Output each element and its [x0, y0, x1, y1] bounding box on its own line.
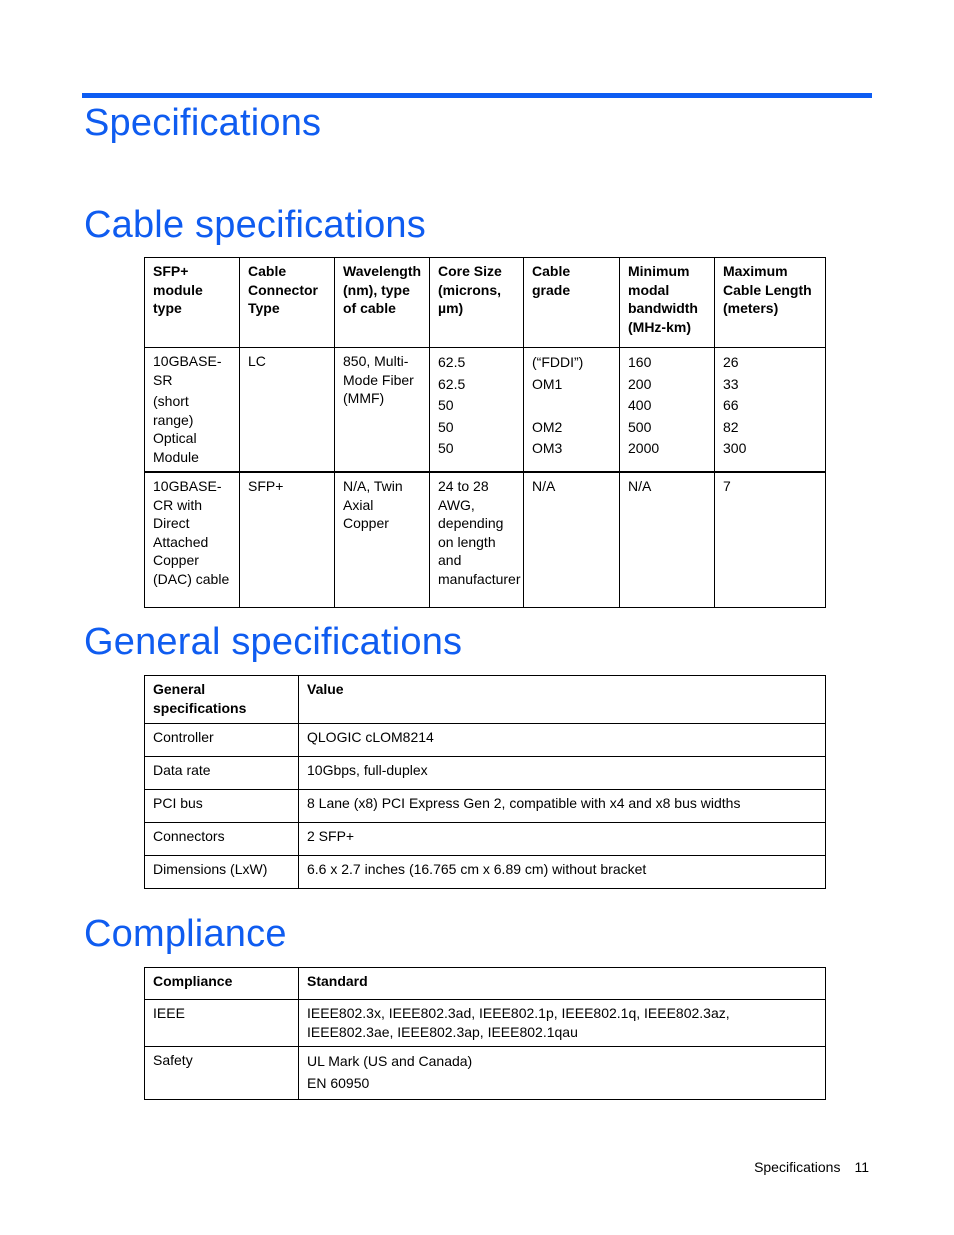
table-row — [145, 472, 826, 607]
table-row — [145, 856, 826, 889]
module-note: (short range) Optical Module — [153, 393, 199, 465]
max-length-cell: 7 — [715, 472, 826, 607]
header-cell: General specifications — [145, 676, 299, 724]
header-cell: Cable Connector Type — [240, 258, 335, 348]
bandwidth-value: 200 — [628, 375, 652, 392]
header-rule — [82, 93, 872, 98]
table-row — [145, 348, 826, 473]
bandwidth-value: 500 — [628, 418, 652, 435]
compliance-standard-cell — [299, 1047, 826, 1100]
standard-value: EN 60950 — [307, 1074, 370, 1091]
compliance-name-cell: Safety — [145, 1047, 299, 1100]
table-row — [145, 1047, 826, 1100]
header-cell: Wavelength (nm), type of cable — [335, 258, 430, 348]
spec-value-cell: 8 Lane (x8) PCI Express Gen 2, compatible with x4 and x8 bus widths — [299, 790, 826, 823]
header-cell: Core Size (microns, µm) — [430, 258, 524, 348]
grade-cell: N/A — [524, 472, 620, 607]
compliance-standard-cell: IEEE802.3x, IEEE802.3ad, IEEE802.1p, IEEE802.1q, IEEE802.3az, IEEE802.3ae, IEEE802.3ap, IEEE802.1qau — [299, 1000, 826, 1047]
bandwidth-value: 160 — [628, 354, 652, 370]
grade-value: OM3 — [532, 440, 563, 456]
cable-specifications-heading: Cable specifications — [84, 204, 426, 246]
table-header-row — [145, 676, 826, 724]
header-cell: Compliance — [145, 968, 299, 1000]
spec-value-cell: 2 SFP+ — [299, 823, 826, 856]
spec-name-cell: Connectors — [145, 823, 299, 856]
max-length-cell — [715, 348, 826, 473]
header-cell: Maximum Cable Length (meters) — [715, 258, 826, 348]
max-length-value: 66 — [723, 397, 739, 413]
module-type: 10GBASE-SR — [153, 353, 222, 388]
page-number: 11 — [854, 1159, 869, 1175]
header-cell: SFP+ module type — [145, 258, 240, 348]
table-header-row — [145, 968, 826, 1000]
general-specifications-heading: General specifications — [84, 621, 463, 663]
table-header-row — [145, 258, 826, 348]
connector-cell: LC — [240, 348, 335, 473]
max-length-value: 300 — [723, 440, 747, 456]
grade-value: OM1 — [532, 375, 563, 392]
spec-value-cell: 6.6 x 2.7 inches (16.765 cm x 6.89 cm) without bracket — [299, 856, 826, 889]
grade-value: OM2 — [532, 418, 563, 435]
module-type-cell: 10GBASE-CR with Direct Attached Copper (DAC) cable — [145, 472, 240, 607]
core-size-cell — [430, 348, 524, 473]
grade-cell — [524, 348, 620, 473]
header-cell: Cable grade — [524, 258, 620, 348]
wavelength-cell: 850, Multi-Mode Fiber (MMF) — [335, 348, 430, 473]
cable-specifications-table — [144, 257, 826, 608]
bandwidth-cell — [620, 348, 715, 473]
compliance-name-cell: IEEE — [145, 1000, 299, 1047]
core-size-value: 50 — [438, 418, 454, 435]
page-footer — [754, 1159, 869, 1175]
spec-name-cell: Data rate — [145, 757, 299, 790]
module-type-cell — [145, 348, 240, 473]
table-row — [145, 790, 826, 823]
header-cell: Standard — [299, 968, 826, 1000]
core-size-value: 62.5 — [438, 375, 466, 392]
general-specifications-table — [144, 675, 826, 889]
max-length-value: 82 — [723, 418, 739, 435]
grade-value — [532, 395, 612, 417]
page-title: Specifications — [84, 102, 322, 144]
compliance-table — [144, 967, 826, 1100]
bandwidth-value: 400 — [628, 397, 652, 413]
grade-value: (“FDDI”) — [532, 354, 584, 370]
bandwidth-cell: N/A — [620, 472, 715, 607]
wavelength-cell: N/A, Twin Axial Copper — [335, 472, 430, 607]
table-row — [145, 724, 826, 757]
header-cell: Minimum modal bandwidth (MHz-km) — [620, 258, 715, 348]
spec-name-cell: Dimensions (LxW) — [145, 856, 299, 889]
spec-name-cell: PCI bus — [145, 790, 299, 823]
connector-cell: SFP+ — [240, 472, 335, 607]
max-length-value: 33 — [723, 375, 739, 392]
compliance-heading: Compliance — [84, 913, 287, 955]
standard-value: UL Mark (US and Canada) — [307, 1053, 473, 1069]
table-row — [145, 1000, 826, 1047]
table-row — [145, 823, 826, 856]
core-size-value: 50 — [438, 440, 454, 456]
spec-value-cell: QLOGIC cLOM8214 — [299, 724, 826, 757]
spec-name-cell: Controller — [145, 724, 299, 757]
table-row — [145, 757, 826, 790]
core-size-value: 50 — [438, 397, 454, 413]
core-size-value: 62.5 — [438, 354, 466, 370]
spec-value-cell: 10Gbps, full-duplex — [299, 757, 826, 790]
footer-section-name: Specifications — [754, 1159, 841, 1175]
bandwidth-value: 2000 — [628, 440, 660, 456]
max-length-value: 26 — [723, 354, 739, 370]
header-cell: Value — [299, 676, 826, 724]
core-size-cell: 24 to 28 AWG, depending on length and manufacturer — [430, 472, 524, 607]
